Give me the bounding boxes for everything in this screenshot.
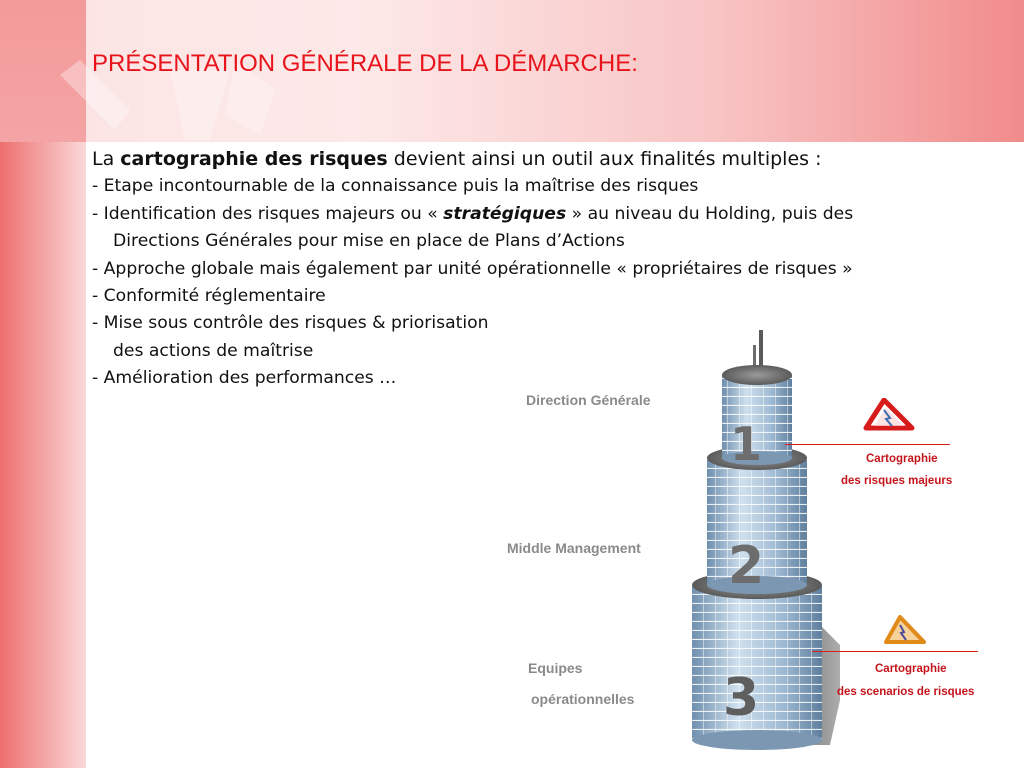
level-2-label: Middle Management [507,540,641,556]
bullet-2 [92,201,1017,228]
bullet-1: - Etape incontournable de la connaissance puis la maîtrise des risques [92,176,699,197]
warning-icon [860,398,916,432]
body-text [92,146,1017,393]
bullet-5-continuation: des actions de maîtrise [113,340,314,361]
intro-bold: cartographie des risques [120,148,388,170]
tower-diagram [680,325,840,750]
level-3-label-line1: Equipes [528,660,583,676]
callout-2-line2: des scenarios de risques [837,686,975,698]
bullet-3: - Approche globale mais également par unité opérationnelle « propriétaires de risques » [92,258,853,279]
bullet-2-pre: - Identification des risques majeurs ou « [92,203,444,224]
level-3-label-line2: opérationnelles [531,691,635,707]
warning-icon [880,614,928,646]
level-1-number: 1 [730,417,763,471]
bullet-4: - Conformité réglementaire [92,286,326,307]
level-1-label: Direction Générale [526,392,651,408]
callout-1-line2: des risques majeurs [841,475,953,487]
callout-1-line [785,444,950,445]
level-2-number: 2 [728,536,765,596]
bullet-6: - Amélioration des performances … [92,368,397,389]
intro-suffix: devient ainsi un outil aux finalités multiples : [387,148,822,170]
callout-1-line1: Cartographie [866,453,938,465]
intro-prefix: La [92,148,121,170]
callout-2-line [812,651,978,652]
bullet-2-emphasis: stratégiques [443,203,567,224]
callout-2-line1: Cartographie [875,663,947,675]
intro-line [92,146,1017,173]
level-3-number: 3 [723,668,760,728]
slide-title: PRÉSENTATION GÉNÉRALE DE LA DÉMARCHE: [92,50,638,77]
bullet-2-continuation: Directions Générales pour mise en place de Plans d’Actions [113,231,625,252]
bullet-2-post: » au niveau du Holding, puis des [566,203,854,224]
bullet-5: - Mise sous contrôle des risques & priorisation [92,313,489,334]
